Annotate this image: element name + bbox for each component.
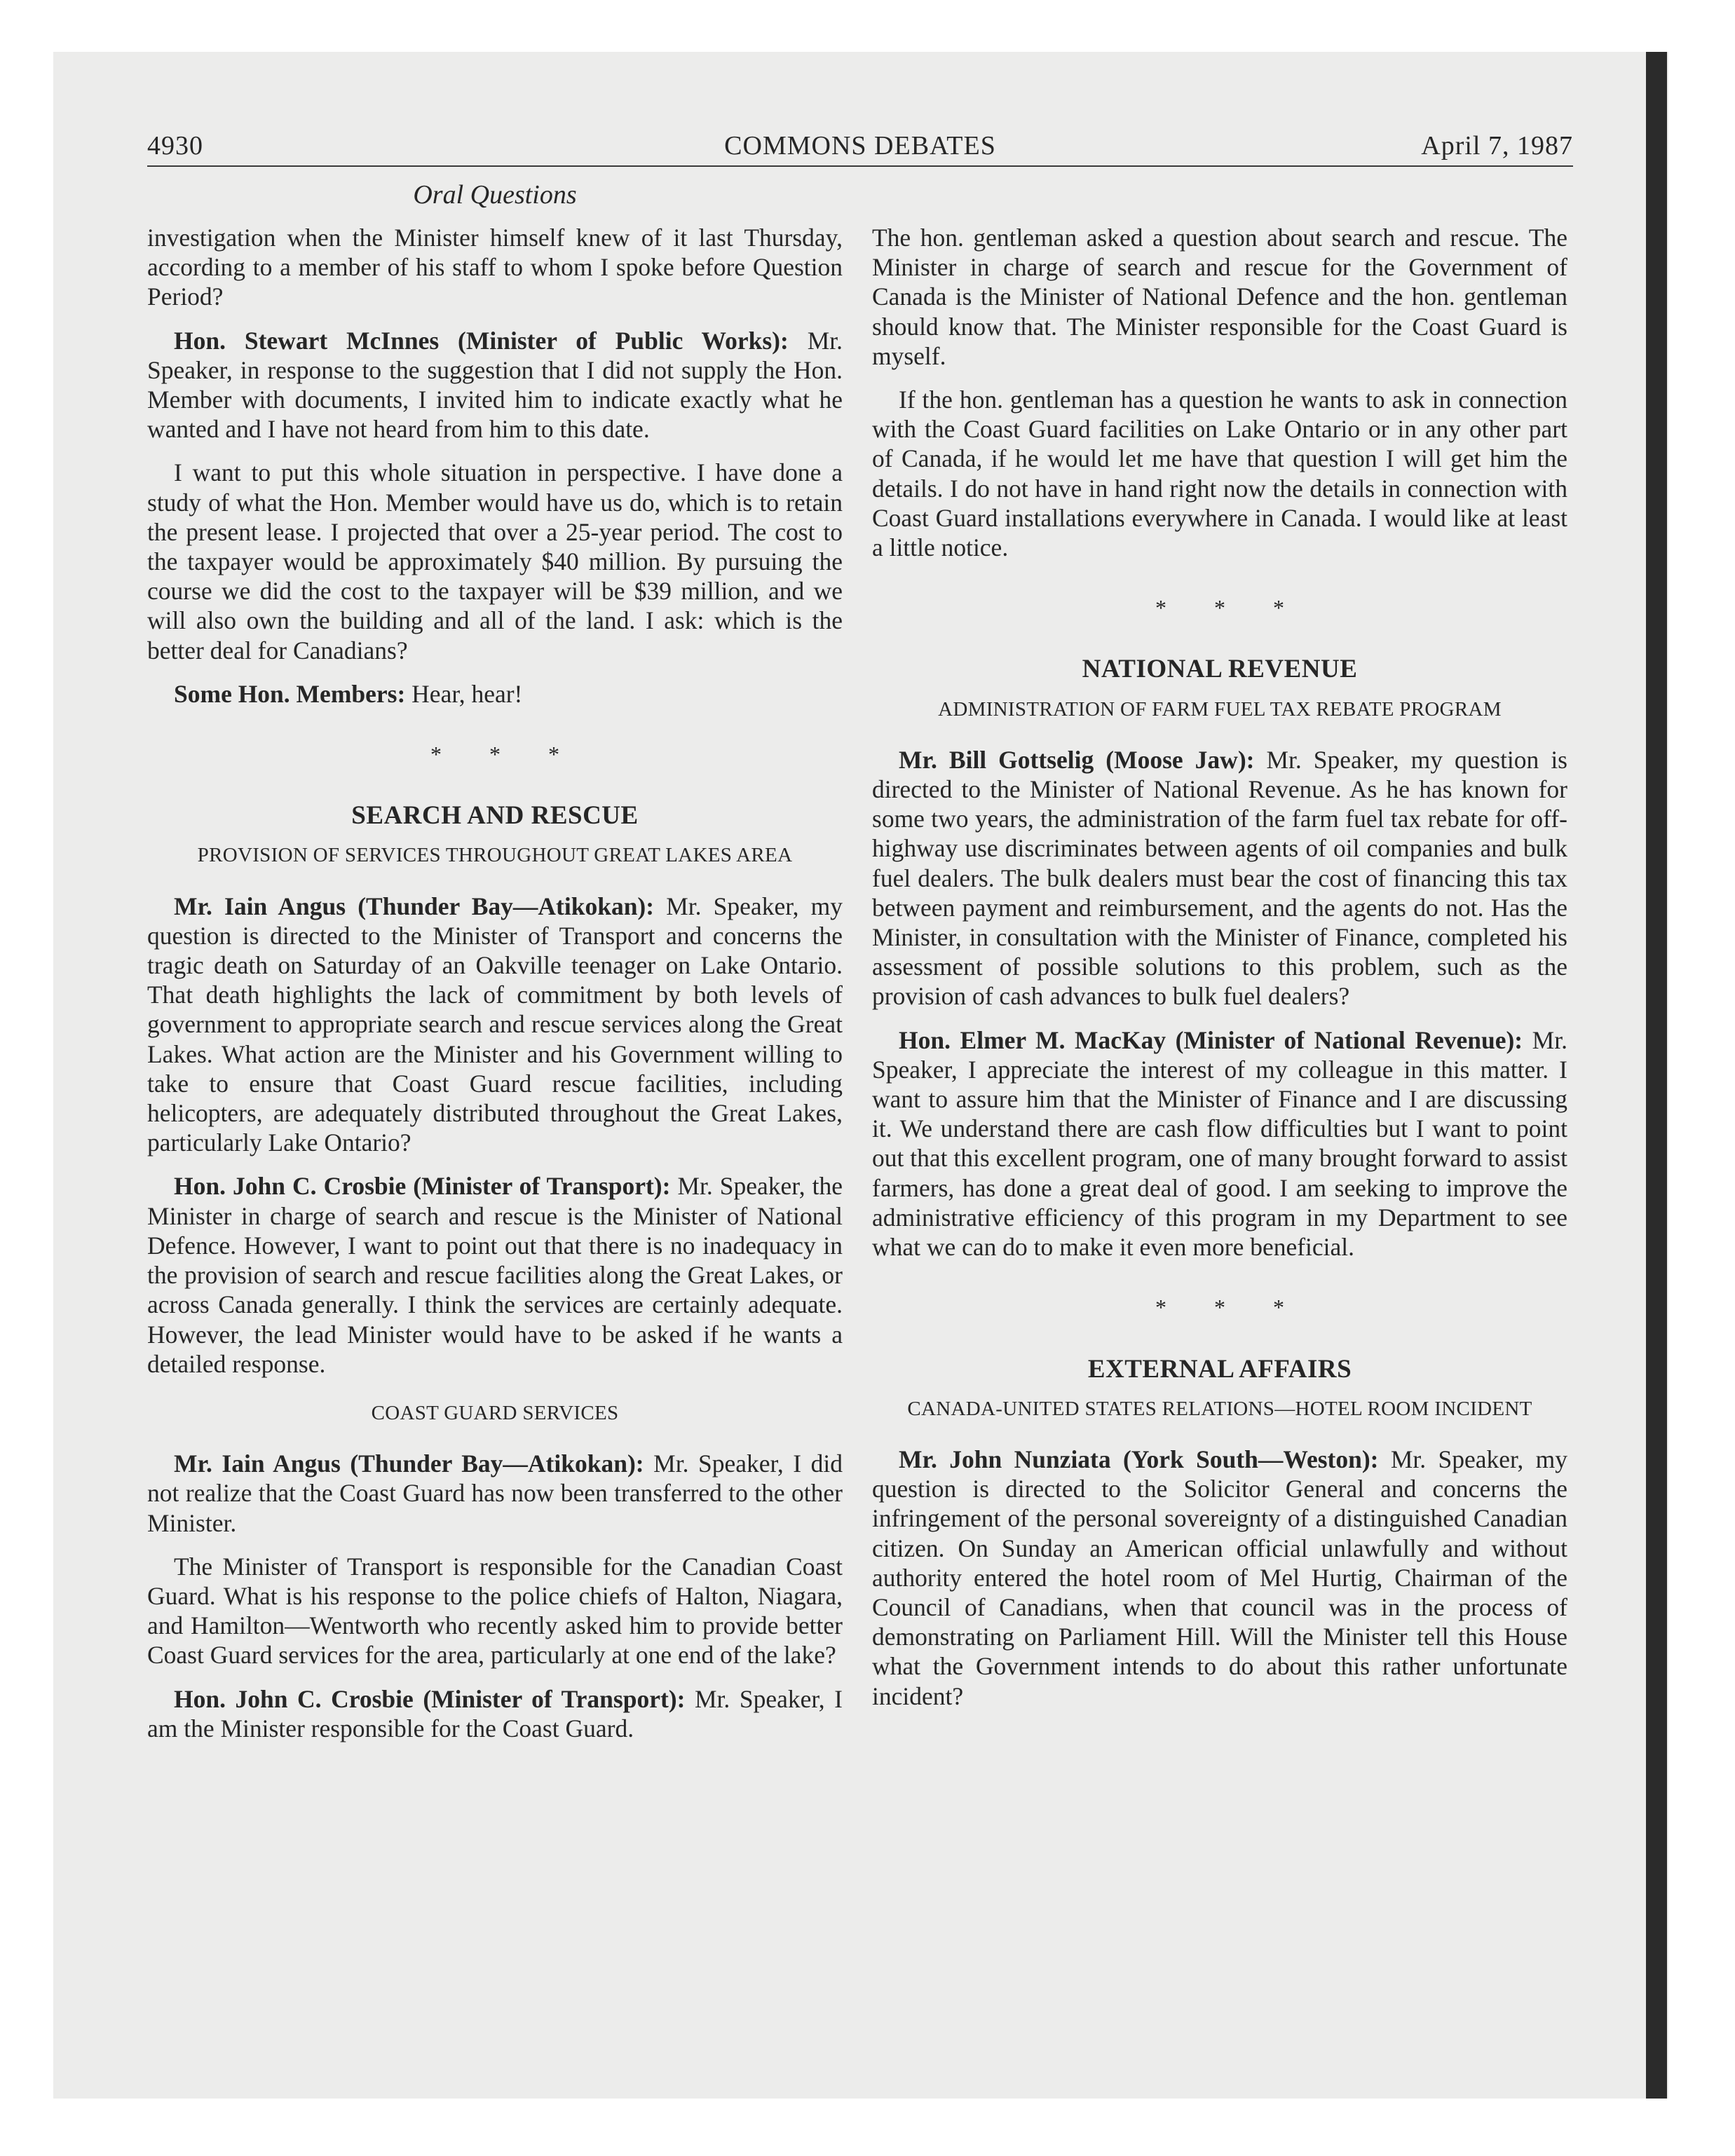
speaker-name: Mr. Iain Angus (Thunder Bay—Atikokan): bbox=[174, 892, 655, 920]
page-number: 4930 bbox=[147, 131, 203, 161]
paragraph bbox=[147, 326, 843, 444]
speaker-name: Hon. Elmer M. MacKay (Minister of National Revenue): bbox=[899, 1025, 1523, 1054]
speech-text: Mr. Speaker, my question is directed to the Solicitor General and concerns the infringement of the personal sovereignty of a distinguished Canadian citizen. On Sunday an American official unlawfully and without authority entered the hotel room of Mel Hurtig, Chairman of the Council of Canadians, when that council was in the process of demonstrating on Parliament Hill. Will the Minister tell this House what the Government intends to do about this rather unfortunate incident? bbox=[872, 1445, 1567, 1710]
publication-title: COMMONS DEBATES bbox=[724, 131, 996, 161]
speaker-name: Some Hon. Members: bbox=[174, 679, 406, 708]
speaker-name: Mr. Iain Angus (Thunder Bay—Atikokan): bbox=[174, 1449, 644, 1478]
speech-text: Mr. Speaker, in response to the suggestion that I did not supply the Hon. Member with documents, I invited him to indicate exactly what he wanted and I have not heard from him to this date. bbox=[147, 326, 843, 444]
paragraph bbox=[147, 679, 843, 709]
paragraph: The hon. gentleman asked a question about search and rescue. The Minister in charge of search and rescue for the Government of Canada is the Minister of National Defence and the hon. gentleman should know that. The Minister responsible for the Coast Guard is myself. bbox=[872, 224, 1567, 370]
speaker-name: Hon. John C. Crosbie (Minister of Transport): bbox=[174, 1172, 671, 1201]
section-divider: * * * bbox=[1155, 1295, 1305, 1321]
header-rule bbox=[147, 165, 1573, 167]
paragraph bbox=[872, 1445, 1567, 1711]
paragraph bbox=[147, 1684, 843, 1743]
publication-date: April 7, 1987 bbox=[1421, 131, 1573, 161]
paragraph bbox=[872, 745, 1567, 1011]
paragraph bbox=[147, 1449, 843, 1538]
speech-text: Mr. Speaker, I am the Minister responsible for the Coast Guard. bbox=[147, 1684, 843, 1742]
section-subheading: COAST GUARD SERVICES bbox=[371, 1401, 619, 1424]
paragraph bbox=[872, 1025, 1567, 1262]
left-column bbox=[147, 223, 843, 1757]
right-column bbox=[872, 223, 1567, 1725]
speech-text: Mr. Speaker, my question is directed to the Minister of Transport and concerns the tragic death on Saturday of an Oakville teenager on Lake Ontario. That death highlights the lack of commitment by both levels of government to appropriate search and rescue services along the Great Lakes. What action are the Minister and his Government willing to take to ensure that Coast Guard rescue facilities, including helicopters, are adequately distributed throughout the Great Lakes, particularly Lake Ontario? bbox=[147, 892, 843, 1157]
section-divider: * * * bbox=[430, 742, 580, 767]
section-subheading: CANADA-UNITED STATES RELATIONS—HOTEL ROOM INCIDENT bbox=[907, 1397, 1532, 1420]
paragraph: I want to put this whole situation in perspective. I have done a study of what the Hon. Member would have us do, which is to retain the present lease. I projected that over a 25-year period. The cost to the taxpayer would be approximately $40 million. By pursuing the course we did the cost to the taxpayer will be $39 million, and we will also own the building and all of the land. I ask: which is the better deal for Canadians? bbox=[147, 458, 843, 664]
speaker-name: Mr. Bill Gottselig (Moose Jaw): bbox=[899, 745, 1255, 774]
speech-text: Mr. Speaker, the Minister in charge of search and rescue is the Minister of National Defence. However, I want to point out that there is no inadequacy in the provision of search and rescue facilities along the Great Lakes, or across Canada generally. I think the services are certainly adequate. However, the lead Minister would have to be asked if he wants a detailed response. bbox=[147, 1172, 843, 1378]
speaker-name: Hon. Stewart McInnes (Minister of Public Works): bbox=[174, 326, 789, 355]
speech-text: Mr. Speaker, I did not realize that the Coast Guard has now been transferred to the other Minister. bbox=[147, 1449, 843, 1537]
section-heading: SEARCH AND RESCUE bbox=[351, 801, 639, 831]
section-subheading: ADMINISTRATION OF FARM FUEL TAX REBATE PROGRAM bbox=[938, 697, 1502, 721]
paragraph: investigation when the Minister himself knew of it last Thursday, according to a member of his staff to whom I spoke before Question Period? bbox=[147, 224, 843, 311]
paragraph bbox=[147, 892, 843, 1158]
section-divider: * * * bbox=[1155, 595, 1305, 621]
section-subheading: PROVISION OF SERVICES THROUGHOUT GREAT LAKES AREA bbox=[197, 844, 793, 867]
speaker-name: Hon. John C. Crosbie (Minister of Transport): bbox=[174, 1684, 686, 1713]
paragraph bbox=[147, 1171, 843, 1378]
section-label: Oral Questions bbox=[413, 180, 577, 210]
speech-text: Mr. Speaker, my question is directed to the Minister of National Revenue. As he has known for some two years, the administration of the farm fuel tax rebate for off-highway use discriminates between agents of oil companies and bulk fuel dealers. The bulk dealers must bear the cost of financing this tax between payment and reimbursement, and the agents do not. Has the Minister, in consultation with the Minister of Finance, completed his assessment of possible solutions to this problem, such as the provision of cash advances to bulk fuel dealers? bbox=[872, 745, 1567, 1011]
page-header bbox=[147, 130, 1573, 167]
section-heading: NATIONAL REVENUE bbox=[1082, 655, 1358, 684]
scan-edge-bar bbox=[1646, 52, 1667, 2099]
speaker-name: Mr. John Nunziata (York South—Weston): bbox=[899, 1445, 1379, 1473]
paragraph: If the hon. gentleman has a question he wants to ask in connection with the Coast Guard facilities on Lake Ontario or in any other part of Canada, if he would let me have that question I will get him the details. I do not have in hand right now the details in connection with Coast Guard installations everywhere in Canada. I would like at least a little notice. bbox=[872, 386, 1567, 562]
section-heading: EXTERNAL AFFAIRS bbox=[1087, 1354, 1352, 1384]
speech-text: Mr. Speaker, I appreciate the interest of my colleague in this matter. I want to assure him that the Minister of Finance and I are discussing it. We understand there are cash flow difficulties but I want to point out that this excellent program, one of many brought forward to assist farmers, has done a great deal of good. I am seeking to improve the administrative efficiency of this program in my Department to see what we can do to make it even more beneficial. bbox=[872, 1025, 1567, 1262]
speech-text: Hear, hear! bbox=[405, 679, 523, 708]
paragraph: The Minister of Transport is responsible for the Canadian Coast Guard. What is his response to the police chiefs of Halton, Niagara, and Hamilton—Wentworth who recently asked him to provide better Coast Guard services for the area, particularly at one end of the lake? bbox=[147, 1552, 843, 1670]
